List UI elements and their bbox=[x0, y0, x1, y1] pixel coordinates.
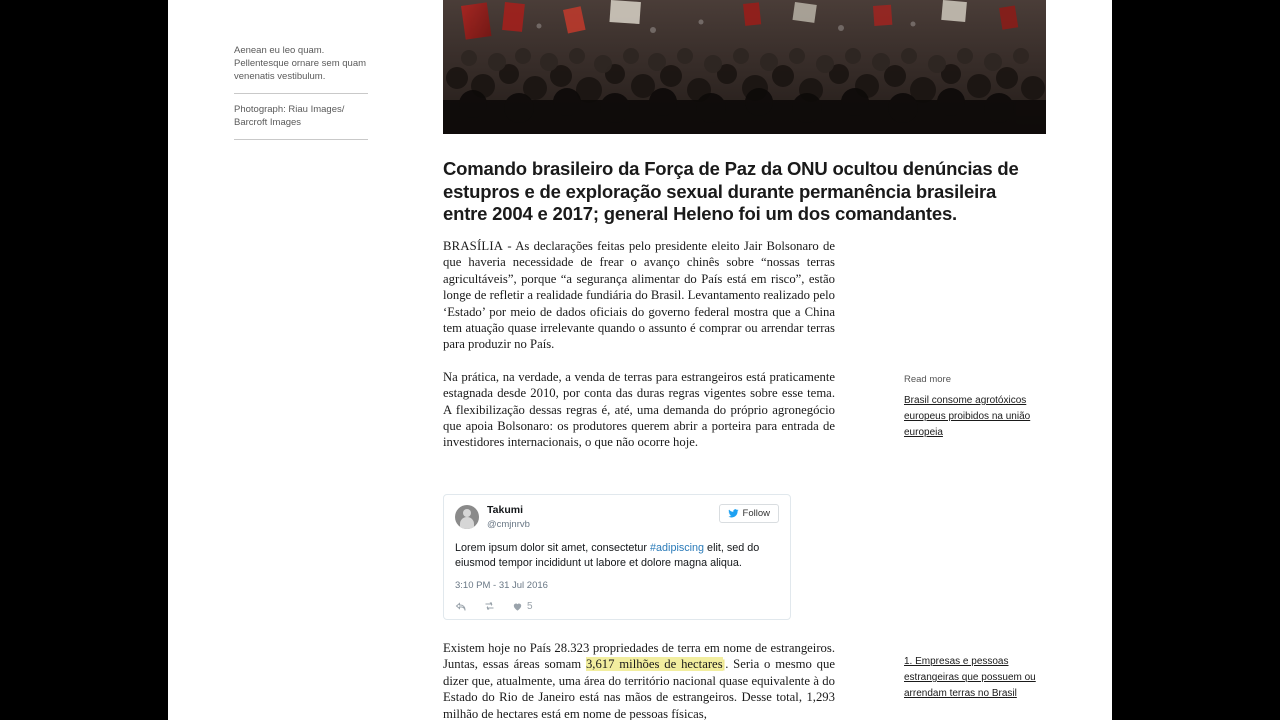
heart-icon bbox=[512, 601, 523, 612]
page-title: Comando brasileiro da Força de Paz da ONU ocultou denúncias de estupros e de exploração sexual durante permanência brasileira entre 2004 e 2017; general Heleno foi um dos comandantes. bbox=[443, 158, 1019, 225]
tweet-text bbox=[455, 541, 779, 571]
tweet-text-a: Lorem ipsum dolor sit amet, consectetur bbox=[455, 542, 651, 554]
highlight-marker: | bbox=[722, 657, 726, 672]
hero-photograph bbox=[443, 0, 1046, 134]
like-count: 5 bbox=[527, 600, 533, 612]
follow-button[interactable] bbox=[719, 504, 779, 523]
avatar bbox=[455, 505, 479, 529]
read-more-link[interactable]: Brasil consome agrotóxicos europeus proibidos na união europeia bbox=[904, 395, 1031, 438]
rail-divider-top bbox=[234, 93, 368, 94]
article-body-continued bbox=[443, 640, 835, 720]
dateline: BRASÍLIA bbox=[443, 239, 504, 253]
retweet-button[interactable] bbox=[483, 600, 496, 612]
paragraph-3-a: Existem hoje no País 28.323 propriedades de terra em nome de estrangeiros. Juntas, essas áreas somam bbox=[443, 641, 835, 672]
paragraph-1 bbox=[443, 238, 835, 353]
tweet-actions bbox=[455, 600, 779, 612]
rail-divider-bottom bbox=[234, 139, 368, 140]
tweet-embed[interactable] bbox=[443, 494, 791, 620]
paragraph-3-b: . Seria o mesmo que dizer que, atualmente, uma área do território nacional quase equivalente à do Estado do Rio de Janeiro está nas mãos de estrangeiros. Desse total, 1,293 milhão de hectares está em nome de pessoas físicas, bbox=[443, 657, 835, 720]
reply-icon bbox=[455, 600, 467, 612]
reply-button[interactable] bbox=[455, 600, 467, 612]
footnote-link[interactable]: 1. Empresas e pessoas estrangeiras que possuem ou arrendam terras no Brasil bbox=[904, 656, 1036, 699]
follow-label: Follow bbox=[742, 508, 770, 519]
crowd-photo-illustration bbox=[443, 0, 1046, 134]
twitter-bird-icon bbox=[728, 508, 739, 519]
photo-credit: Photograph: Riau Images/ Barcroft Images bbox=[234, 104, 345, 128]
read-more-block bbox=[904, 374, 1050, 441]
tweet-text-b: elit, sed do eiusmod tempor incididunt ut labore et dolore magna aliqua. bbox=[455, 542, 760, 569]
paragraph-2: Na prática, na verdade, a venda de terras para estrangeiros está praticamente estagnada desde 2010, por conta das duras regras vigentes sobre esse tema. A flexibilização dessas regras é, até, uma demanda do próprio agronegócio que apoia Bolsonaro: os produtores querem abrir a porteira para entrada de investidores internacionais, o que não ocorre hoje. bbox=[443, 369, 835, 450]
tweet-display-name: Takumi bbox=[487, 504, 523, 516]
highlighted-figure: 3,617 milhões de hectares bbox=[585, 657, 723, 672]
article-page bbox=[168, 0, 1112, 720]
left-rail bbox=[234, 44, 368, 140]
tweet-hashtag[interactable]: #adipiscing bbox=[650, 542, 705, 554]
retweet-icon bbox=[483, 600, 496, 612]
article-body bbox=[443, 238, 835, 467]
tweet-timestamp[interactable]: 3:10 PM - 31 Jul 2016 bbox=[455, 580, 548, 591]
tweet-handle: @cmjnrvb bbox=[487, 519, 530, 530]
read-more-label: Read more bbox=[904, 374, 951, 385]
tweet-header bbox=[455, 504, 779, 531]
photo-caption: Aenean eu leo quam. Pellentesque ornare sem quam venenatis vestibulum. bbox=[234, 45, 367, 82]
footnote-block bbox=[904, 654, 1056, 702]
paragraph-1-text: - As declarações feitas pelo presidente eleito Jair Bolsonaro de que haveria necessidade de frear o avanço chinês sobre “nossas terras agricultáveis”, porque “a segurança alimentar do País está em risco”, estão longe de refletir a realidade fundiária do Brasil. Levantamento realizado pelo ‘Estado’ por meio de dados oficiais do governo federal mostra que a China tem atuação quase irrelevante quando o assunto é comprar ou arrendar terras para produzir no País. bbox=[443, 239, 835, 352]
tweet-author bbox=[487, 504, 530, 531]
paragraph-3 bbox=[443, 640, 835, 720]
like-button[interactable] bbox=[512, 601, 533, 612]
